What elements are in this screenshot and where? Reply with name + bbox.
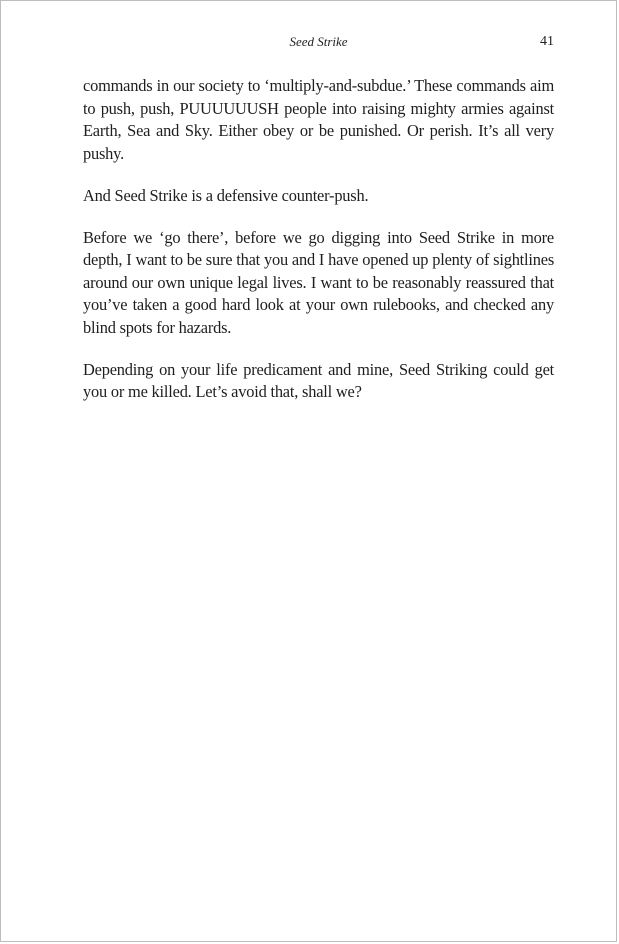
paragraph: Before we ‘go there’, before we go digging into Seed Strike in more depth, I want to be sure that you and I have opened up plenty of sightlines around our own unique legal lives. I want to be reasonably reassured that you’ve taken a good hard look at your own rulebooks, and checked any blind spots for hazards. (83, 227, 554, 337)
paragraph: And Seed Strike is a defensive counter-push. (83, 185, 369, 205)
paragraph: commands in our society to ‘multiply-and-subdue.’ These commands aim to push, push, PUUUUUUSH people into raising mighty armies against Earth, Sea and Sky. Either obey or be punished. Or perish. It’s all very pushy. (83, 76, 554, 163)
body-text (83, 75, 554, 423)
paragraph: Depending on your life predicament and mine, Seed Striking could get you or me killed. Let’s avoid that, shall we? (83, 359, 554, 401)
running-head (83, 32, 554, 52)
running-title: Seed Strike (289, 34, 348, 49)
page-number: 41 (540, 34, 554, 49)
